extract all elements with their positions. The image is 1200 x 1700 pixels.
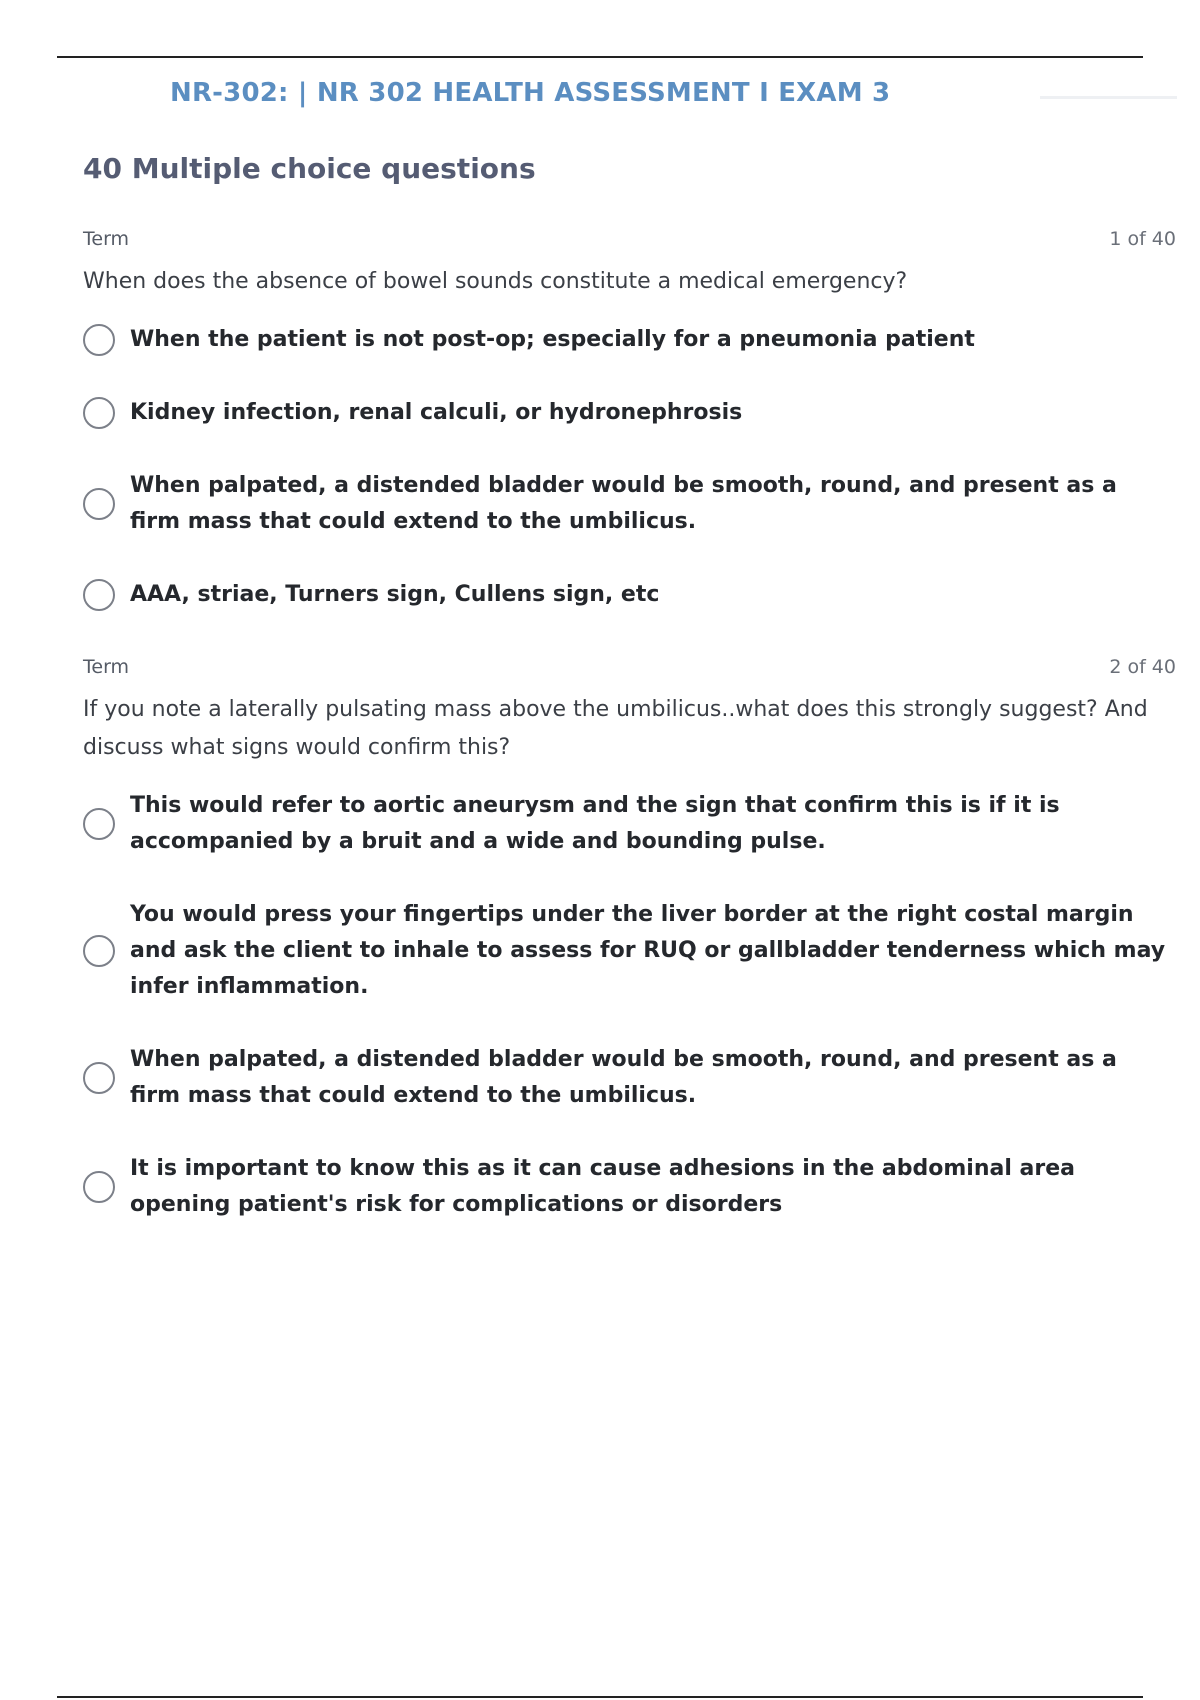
radio-button-icon[interactable]: [83, 324, 115, 356]
question-text: If you note a laterally pulsating mass above the umbilicus..what does this strongly suggest? And discuss what signs would confirm this?: [83, 697, 1148, 760]
answer-choice-label: It is important to know this as it can cause adhesions in the abdominal area opening patient's risk for complications or disorders: [130, 1156, 1075, 1217]
answer-choice[interactable]: [83, 897, 1176, 1005]
answer-choice[interactable]: [83, 395, 1176, 431]
answer-choice-label: When palpated, a distended bladder would be smooth, round, and present as a firm mass that could extend to the umbilicus.: [130, 473, 1117, 534]
question-text: When does the absence of bowel sounds constitute a medical emergency?: [83, 269, 908, 294]
answer-choice[interactable]: [83, 577, 1176, 613]
radio-button-icon[interactable]: [83, 1171, 115, 1203]
term-label: Term: [83, 656, 130, 678]
document-title: NR-302: | NR 302 HEALTH ASSESSMENT I EXAM 3: [170, 78, 891, 108]
top-divider: [57, 56, 1143, 58]
question-card-2: [83, 656, 1176, 1223]
answer-choice-label: When the patient is not post-op; especially for a pneumonia patient: [130, 327, 975, 352]
radio-button-icon[interactable]: [83, 935, 115, 967]
answer-choice-label: When palpated, a distended bladder would be smooth, round, and present as a firm mass that could extend to the umbilicus.: [130, 1047, 1117, 1108]
question-counter: 1 of 40: [1109, 228, 1176, 250]
answer-choice[interactable]: [83, 322, 1176, 358]
answer-choice-label: You would press your fingertips under the liver border at the right costal margin and ask the client to inhale to assess for RUQ or gallbladder tenderness which may infer inflammation.: [130, 902, 1166, 999]
question-counter: 2 of 40: [1109, 656, 1176, 678]
answer-choice[interactable]: [83, 1151, 1176, 1223]
answer-choice-label: Kidney infection, renal calculi, or hydronephrosis: [130, 400, 743, 425]
answer-choice[interactable]: [83, 1042, 1176, 1114]
answer-choice-label: This would refer to aortic aneurysm and the sign that confirm this is if it is accompanied by a bruit and a wide and bounding pulse.: [130, 793, 1060, 854]
radio-button-icon[interactable]: [83, 808, 115, 840]
answer-choice[interactable]: [83, 468, 1176, 540]
answer-choice[interactable]: [83, 788, 1176, 860]
header-decorative-line: [1040, 96, 1177, 99]
bottom-divider: [57, 1696, 1143, 1698]
question-meta: [83, 228, 1176, 256]
question-meta: [83, 656, 1176, 684]
term-label: Term: [83, 228, 130, 250]
radio-button-icon[interactable]: [83, 1062, 115, 1094]
set-heading: 40 Multiple choice questions: [83, 152, 536, 185]
answer-choice-label: AAA, striae, Turners sign, Cullens sign, etc: [130, 582, 660, 607]
radio-button-icon[interactable]: [83, 579, 115, 611]
question-card-1: [83, 228, 1176, 613]
radio-button-icon[interactable]: [83, 397, 115, 429]
radio-button-icon[interactable]: [83, 488, 115, 520]
